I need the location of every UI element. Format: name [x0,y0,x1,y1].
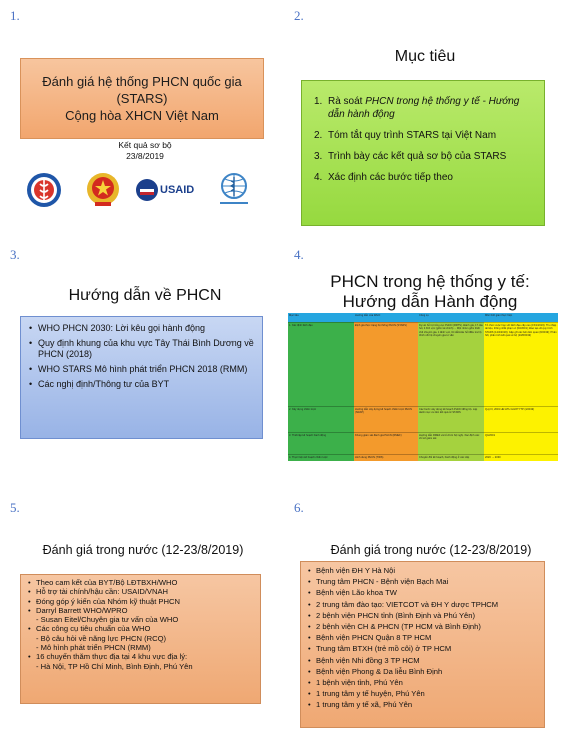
title-line: Hướng dẫn Hành động [342,292,518,311]
list-item: • 16 chuyến thăm thực địa tại 4 khu vực địa lý: [28,652,188,662]
table-cell: Khung giám sát đánh giá PHCN (RMEF) [354,432,418,454]
table-cell: 2. Xây dựng chiến lược [288,406,354,432]
slide3-guidance-box [20,316,263,439]
list-item: 4. Xác định các bước tiếp theo [314,172,453,183]
guidance-list [29,323,256,390]
list-item: • WHO STARS Mô hình phát triển PHCN 2018 (RMM) [29,364,248,374]
slide1-title-line: (STARS) [116,91,168,106]
table-cell: Dự án hỗ trợ tổng cục PHCN (RRTS). Đánh giá, 17 câu hỏi, 4 lĩnh vực (gồm tài chính) ... Một nhóm gồm thiết chế chuyên gia. 1 lãnh vực, lời dẫn/câu hỏi điều tra hộ thích nối hệ chuyên gia tư vấn [418,322,484,406]
list-item: • Các công cụ tiêu chuẩn của WHO [28,624,151,634]
table-header-cell: Hướng dẫn của WHO [354,313,418,322]
table-cell: Các bước xây dựng kế hoạch PHCN đồng bộ. Lập danh mục ưu tiên kết quả từ STARS [418,406,484,432]
table-cell: 3. Thiết lập kế hoạch hành động [288,432,354,454]
list-item: • Theo cam kết của BYT/Bộ LĐTBXH/WHO [28,578,178,587]
action-table [288,313,558,461]
list-item: • Các nghị định/Thông tư của BYT [29,379,170,389]
usaid-seal-icon [135,178,159,202]
slide4-title [300,272,560,312]
objectives-list [314,95,534,184]
subtitle-line: 23/8/2019 [126,151,164,161]
table-cell: Định giá thực trạng hệ thống PHCN (STARS) [354,322,418,406]
table-cell: Hình dung PHCN (TIRS) [354,454,418,461]
slide6-sites-box [300,561,545,728]
slide1-subtitle [80,140,210,162]
slide3-title: Hướng dẫn về PHCN [68,287,222,304]
list-item: 1. Rà soát PHCN trong hệ thống y tế - Hướng dẫn hành động [314,96,520,120]
list-item: - Bộ câu hỏi về năng lực PHCN (RCQ) [36,633,167,643]
slide5-assessment-box [20,574,261,704]
list-item: • 2 bệnh viện PHCN tỉnh (Bình Định và Phú Yên) [308,610,475,620]
table-header-cell: Mốc thời gian thực hiện [484,313,558,322]
list-item: 2. Tóm tắt quy trình STARS tại Việt Nam [314,130,497,141]
slide-number: 4. [294,247,304,262]
ministry-of-health-logo-icon [26,172,62,208]
assessment-list [28,578,256,671]
list-item: • 1 bệnh viện tỉnh, Phú Yên [308,678,403,688]
list-item: • Bệnh viện Lão khoa TW [308,588,397,598]
slide2-objectives-box [301,80,545,226]
list-item: - Susan Eitel/Chuyên gia tư vấn của WHO [36,615,179,625]
usaid-logo-text: USAID [160,184,195,196]
slide-number: 2. [294,8,304,23]
slide6-title: Đánh giá trong nước (12-23/8/2019) [330,543,532,557]
table-cell: 4. Thực hiện kế hoạch chiến lược [288,454,354,461]
list-item: • Bệnh viện Nhi đồng 3 TP HCM [308,655,420,665]
table-cell: Q4/2019 [484,432,558,454]
list-item: • Trung tâm BTXH (trẻ mồ côi) ở TP HCM [308,644,452,654]
slide-number: 6. [294,500,304,515]
table-cell: 2020 → 2030 [484,454,558,461]
list-item: - Mô hình phát triển PHCN (RMM) [36,643,151,653]
table-header-cell: Công cụ [418,313,484,322]
list-item: - Hà Nội, TP Hồ Chí Minh, Bình Định, Phú Yên [36,661,193,671]
list-item: • Darryl Barrett WHO/WPRO [28,605,128,615]
slide-number: 5. [10,500,20,515]
table-header-cell: Mục tiêu [288,313,354,322]
slide1-title-line: Cộng hòa XHCN Việt Nam [65,108,219,123]
list-item: • Quy định khung của khu vực Tây Thái Bình Dương về PHCN (2018) [29,338,254,359]
slide-number: 3. [10,247,20,262]
slide1-title-box [20,58,264,139]
slide2-title: Mục tiêu [394,48,456,65]
list-item: • 2 bệnh viện CH & PHCN (TP HCM và Bình Định) [308,622,481,632]
table-cell: Hướng dẫn xây dựng kế hoạch chiến lược PHCN (SRAP) [354,406,418,432]
list-item: • Đóng góp ý kiến của Nhóm kỹ thuật PHCN [28,596,180,606]
table-cell: Quý III, 2019 HĐ HTH & ĐXTYTP (4/2019) [484,406,558,432]
table-cell: Hướng dẫn RMEF và tổ chức hội nghị. Xác định các chỉ số giám sát [418,432,484,454]
table-cell: 1. Xác định lãnh đạo [288,322,354,406]
list-item: • Bệnh viện PHCN Quận 8 TP HCM [308,633,432,643]
list-item: • 1 trung tâm y tế xã, Phú Yên [308,700,413,710]
table-cell: Tổ chức cuộc họp với lãnh đạo cấp cao (15/1/2019); Thu thập tài liệu, thống nhất phạm vi (03/2019); Đào tạo về quy trình STARS (14/4/2019); Gặp gỡ các bên liên quan (8/2019); Phản hồi, phân tích kết quả sơ bộ (23/8/2019) [484,322,558,406]
list-item: 3. Trình bày các kết quả sơ bộ của STARS [314,151,507,162]
logo-row [18,172,268,208]
who-logo-icon [214,172,254,208]
site-list [308,565,540,711]
slide5-title: Đánh giá trong nước (12-23/8/2019) [42,543,244,557]
slide1-title-line: Đánh giá hệ thống PHCN quốc gia [42,74,242,89]
title-line: PHCN trong hệ thống y tế: [330,272,530,291]
list-item: • 2 trung tâm đào tạo: VIETCOT và ĐH Y dược TPHCM [308,599,499,609]
list-item: • WHO PHCN 2030: Lời kêu gọi hành động [29,323,205,333]
list-item: • Bệnh viện Phong & Da liễu Bình Định [308,666,443,676]
list-item: • 1 trung tâm y tế huyện, Phú Yên [308,689,425,699]
list-item: • Bệnh viện ĐH Y Hà Nội [308,566,396,575]
national-emblem-icon [86,172,120,208]
list-item: • Hỗ trợ tài chính/hậu cần: USAID/VNAH [28,587,169,597]
table-cell: Chuyển đổi kế hoạch, hành động ở các cấp [418,454,484,461]
slide-number: 1. [10,8,20,23]
subtitle-line: Kết quả sơ bộ [118,140,172,150]
list-item: • Trung tâm PHCN - Bệnh viện Bạch Mai [308,577,449,587]
